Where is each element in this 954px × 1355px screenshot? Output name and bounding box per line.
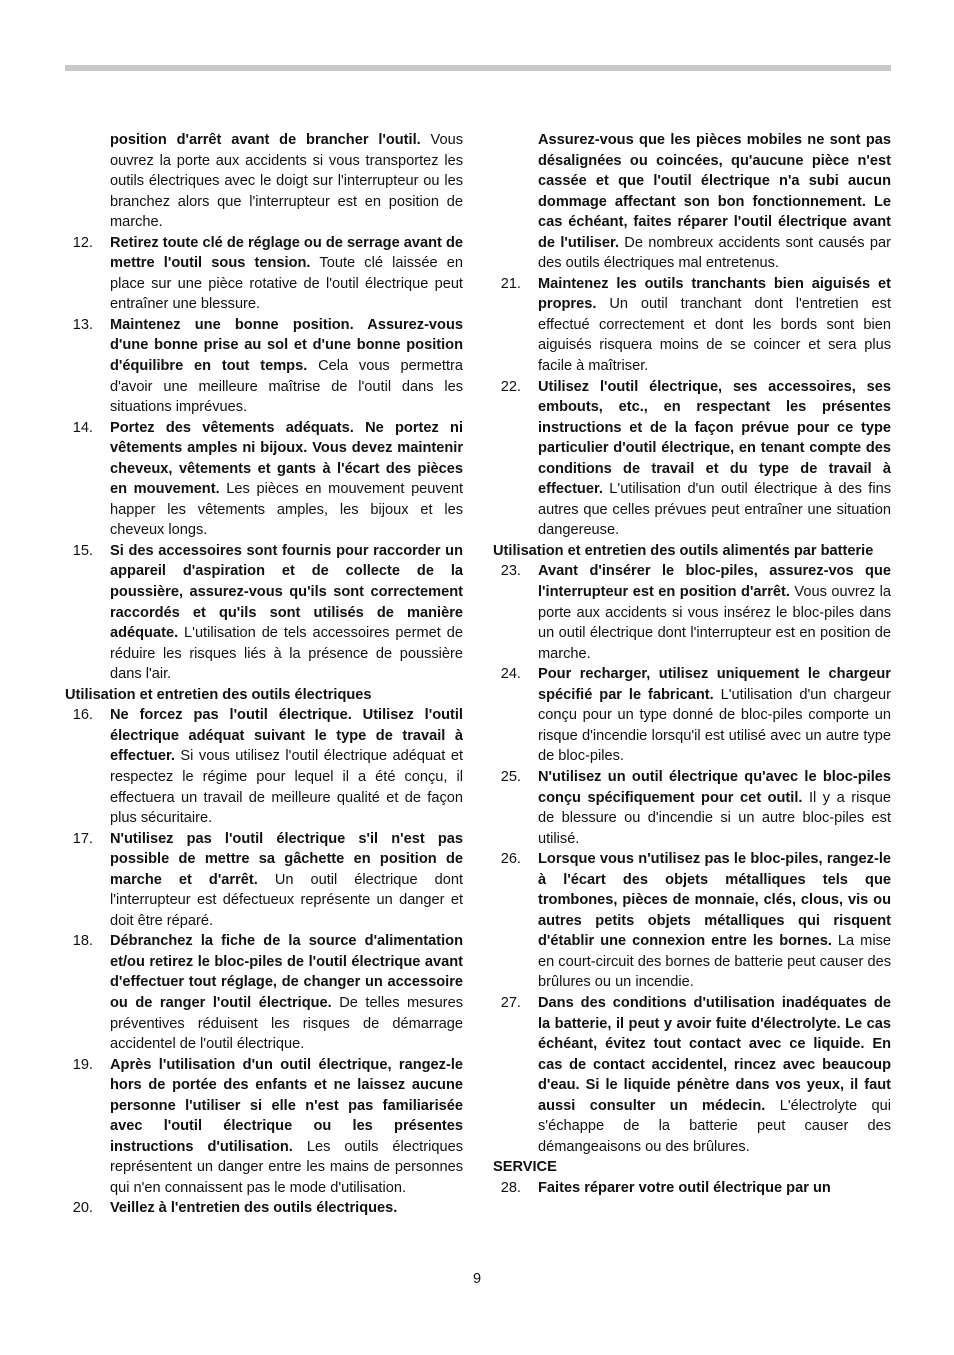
instruction-bold: Maintenez les outils tranchants bien aiguisés et propres. <box>538 275 891 313</box>
right-column <box>493 130 891 1198</box>
item-number: 18. <box>72 933 93 950</box>
instruction-text: L'utilisation d'un chargeur conçu pour un type donné de bloc-piles comporte un risque d'incendie lorsqu'il est utilisé avec un autre type de bloc-piles. <box>538 686 891 765</box>
instruction-bold: Pour recharger, utilisez uniquement le chargeur spécifié par le fabricant. <box>538 666 891 703</box>
instruction-text: Vous ouvrez la porte aux accidents si vous insérez le bloc-piles dans un outil électrique dont l'interrupteur est en position de marche. <box>538 584 891 662</box>
list-item-21 <box>493 274 891 377</box>
item-number: 27. <box>500 994 521 1011</box>
continued-paragraph <box>493 130 891 274</box>
instruction-text: De nombreux accidents sont causés par des outils électriques mal entretenus. <box>538 234 891 272</box>
instruction-bold: N'utilisez un outil électrique qu'avec le bloc-piles conçu spécifiquement pour cet outil. <box>538 768 891 806</box>
instruction-text: L'utilisation d'un outil électrique à des fins autres que celles prévues peut entraîner une situation dangereuse. <box>538 481 891 539</box>
instruction-bold: Utilisez l'outil électrique, ses accessoires, ses embouts, etc., en respectant les présentes instructions et de la façon prévue pour ce type particulier d'outil électrique, en tenant compte des conditions de travail et du type de travail à effectuer. <box>538 378 891 498</box>
left-column <box>65 130 463 1219</box>
instruction-text: Un outil tranchant dont l'entretien est effectué correctement et dont les bords sont bien aiguisés risquera moins de se coincer et sera plus facile à maîtriser. <box>538 296 891 375</box>
instruction-text: L'utilisation de tels accessoires permet de réduire les risques liés à la présence de poussière dans l'air. <box>110 625 463 683</box>
instruction-text: La mise en court-circuit des bornes de batterie peut causer des brûlures ou un incendie. <box>538 933 891 991</box>
instruction-bold: position d'arrêt avant de brancher l'outil. <box>110 132 421 148</box>
item-number: 19. <box>72 1056 93 1073</box>
instruction-bold: Veillez à l'entretien des outils électriques. <box>110 1200 398 1217</box>
item-number: 22. <box>500 378 521 395</box>
header-rule <box>65 65 891 71</box>
instruction-bold: Si des accessoires sont fournis pour raccorder un appareil d'aspiration et de collecte de la poussière, assurez-vous qu'ils sont correctement raccordés et qu'ils sont utilisés de manière adéquate. <box>110 542 463 642</box>
item-number: 24. <box>500 666 521 683</box>
list-item-15 <box>65 541 463 685</box>
instruction-text: Les outils électriques représentent un danger entre les mains de personnes qui n'en connaissent pas le mode d'utilisation. <box>110 1138 463 1196</box>
item-number: 23. <box>500 563 521 580</box>
list-item-27 <box>493 993 891 1157</box>
instruction-bold: Assurez-vous que les pièces mobiles ne sont pas désalignées ou coincées, qu'aucune pièce n'est cassée et que l'outil électrique n'a subi aucun dommage affectant son bon fonctionnement. Le cas échéant, faites réparer l'outil électrique avant de l'utiliser. <box>538 132 891 251</box>
instruction-bold: Faites réparer votre outil électrique par un <box>538 1179 831 1196</box>
page-number: 9 <box>472 1271 482 1287</box>
instruction-bold: Lorsque vous n'utilisez pas le bloc-piles, rangez-le à l'écart des objets métalliques tels que trombones, pièces de monnaie, clés, clous, vis ou autres petits objets métalliques qui risquent d'établir une connexion entre les bornes. <box>538 851 891 950</box>
instruction-text: Vous ouvrez la porte aux accidents si vous transportez les outils électriques avec le doigt sur l'interrupteur ou les branchez alors que l'interrupteur est en position de marche. <box>110 132 463 231</box>
list-item-22 <box>493 377 891 541</box>
list-item-28 <box>493 1178 891 1199</box>
instruction-bold: Avant d'insérer le bloc-piles, assurez-vos que l'interrupteur est en position d'arrêt. <box>538 563 891 601</box>
section-heading: SERVICE <box>493 1159 557 1176</box>
list-item-13 <box>65 315 463 418</box>
instruction-bold: Après l'utilisation d'un outil électrique, rangez-le hors de portée des enfants et ne laissez aucune personne l'utiliser si elle n'est pas familiarisée avec l'outil électrique ou les présentes instructions d'utilisation. <box>110 1056 463 1155</box>
list-item-17 <box>65 829 463 932</box>
instruction-text: Toute clé laissée en place sur une pièce rotative de l'outil électrique peut entraîner une blessure. <box>110 255 463 313</box>
item-number: 15. <box>72 542 93 559</box>
list-item-16 <box>65 705 463 828</box>
item-number: 25. <box>500 768 521 785</box>
item-number: 16. <box>72 707 93 724</box>
item-number: 14. <box>72 419 93 436</box>
list-item-19 <box>65 1055 463 1199</box>
instruction-text: Si vous utilisez l'outil électrique adéquat et respectez le régime pour lequel il a été conçu, il effectuera un travail de meilleure qualité et de façon plus sécuritaire. <box>110 748 463 827</box>
instruction-text: De telles mesures préventives réduisent les risques de démarrage accidentel de l'outil électrique. <box>110 994 463 1053</box>
list-item-23 <box>493 561 891 664</box>
instruction-bold: Retirez toute clé de réglage ou de serrage avant de mettre l'outil sous tension. <box>110 234 463 272</box>
item-number: 20. <box>72 1200 93 1217</box>
list-item-24 <box>493 664 891 767</box>
instruction-text: Les pièces en mouvement peuvent happer les vêtements amples, les bijoux et les cheveux longs. <box>110 481 463 539</box>
list-item-26 <box>493 849 891 993</box>
instruction-bold: N'utilisez pas l'outil électrique s'il n'est pas possible de mettre sa gâchette en position de marche et d'arrêt. <box>110 830 463 888</box>
item-number: 28. <box>500 1179 521 1196</box>
list-item-14 <box>65 418 463 541</box>
list-item-18 <box>65 931 463 1054</box>
instruction-bold: Portez des vêtements adéquats. Ne portez ni vêtements amples ni bijoux. Vous devez maintenir cheveux, vêtements et gants à l'écart des pièces en mouvement. <box>110 419 463 498</box>
item-number: 17. <box>72 830 93 847</box>
instruction-text: Il y a risque de blessure ou d'incendie si un autre bloc-piles est utilisé. <box>538 789 891 847</box>
continued-paragraph <box>65 130 463 233</box>
instruction-bold: Dans des conditions d'utilisation inadéquates de la batterie, il peut y avoir fuite d'électrolyte. Le cas échéant, évitez tout contact avec ce liquide. En cas de contact accidentel, rincez avec beaucoup d'eau. Si le liquide pénètre dans vos yeux, il faut aussi consulter un médecin. <box>538 994 891 1114</box>
instruction-text: L'électrolyte qui s'échappe de la batterie peut causer des démangeaisons ou des brûlures. <box>538 1097 892 1155</box>
list-item-25 <box>493 767 891 849</box>
item-number: 12. <box>72 234 93 251</box>
instruction-bold: Débranchez la fiche de la source d'alimentation et/ou retirez le bloc-piles de l'outil électrique avant d'effectuer tout réglage, de changer un accessoire ou de ranger l'outil électrique. <box>110 933 463 1011</box>
section-heading: Utilisation et entretien des outils alimentés par batterie <box>493 542 874 559</box>
item-number: 26. <box>500 851 521 868</box>
list-item-12 <box>65 233 463 315</box>
list-item-20 <box>65 1198 463 1219</box>
instruction-text: Cela vous permettra d'avoir une meilleure maîtrise de l'outil dans les situations imprévues. <box>110 358 463 416</box>
section-heading: Utilisation et entretien des outils électriques <box>65 686 372 703</box>
instruction-bold: Ne forcez pas l'outil électrique. Utilisez l'outil électrique adéquat suivant le type de travail à effectuer. <box>110 707 463 765</box>
instruction-text: Un outil électrique dont l'interrupteur est défectueux représente un danger et doit être réparé. <box>110 871 463 929</box>
item-number: 13. <box>72 316 93 333</box>
instruction-bold: Maintenez une bonne position. Assurez-vous d'une bonne prise au sol et d'une bonne position d'équilibre en tout temps. <box>110 316 463 375</box>
item-number: 21. <box>500 275 521 292</box>
